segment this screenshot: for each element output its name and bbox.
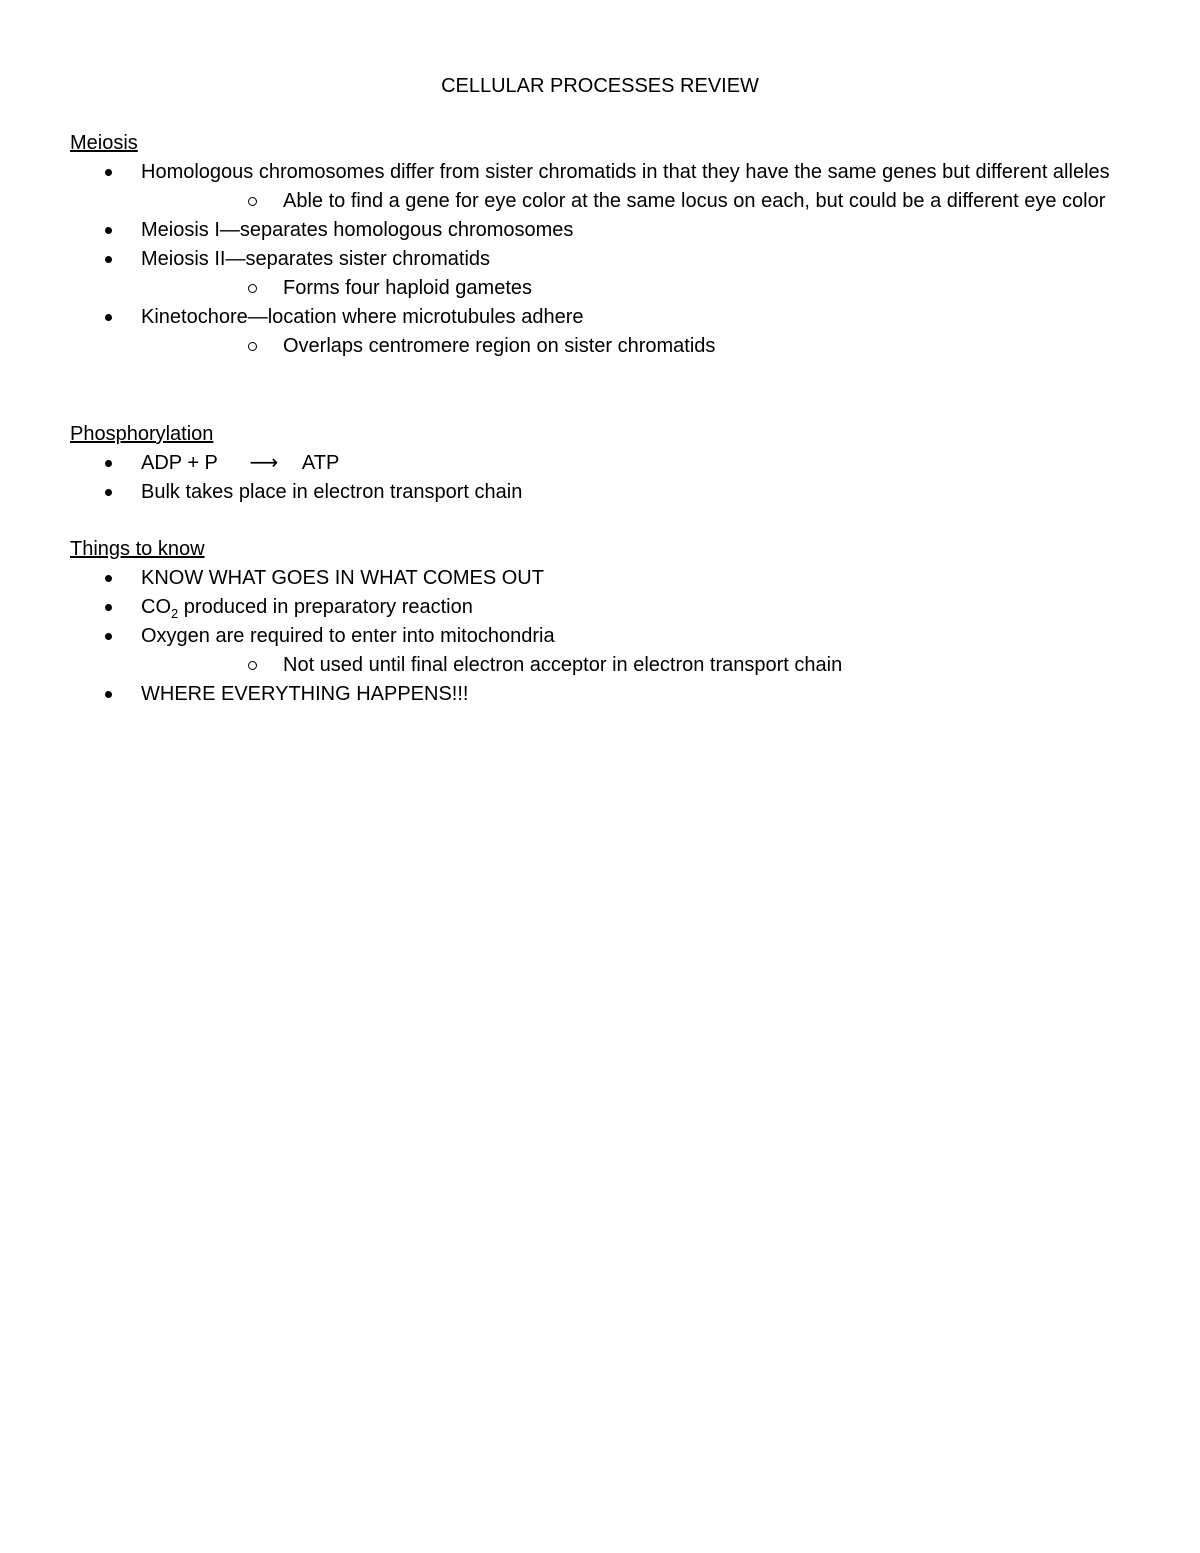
list-item-text: Oxygen are required to enter into mitochondria xyxy=(141,625,555,647)
circle-bullet-icon xyxy=(248,197,257,206)
bullet-icon xyxy=(105,691,112,698)
section-heading-phosphorylation: Phosphorylation xyxy=(70,423,214,445)
phosphorylation-list xyxy=(70,449,1160,507)
list-item xyxy=(70,680,1160,709)
list-item xyxy=(70,478,1160,507)
list-item xyxy=(70,564,1160,593)
equation-left: ADP + P xyxy=(141,452,218,474)
sub-list-item-text: Forms four haploid gametes xyxy=(283,277,533,299)
sub-list-item-text: Able to find a gene for eye color at the same locus on each, but could be a different eye color xyxy=(283,190,1106,212)
bullet-icon xyxy=(105,633,112,640)
list-item-text: Bulk takes place in electron transport chain xyxy=(141,481,523,503)
arrow-right-icon: ⟶ xyxy=(249,452,279,474)
bullet-icon xyxy=(105,575,112,582)
list-item-text: Meiosis I—separates homologous chromosomes xyxy=(141,219,574,241)
section-heading-things-to-know: Things to know xyxy=(70,538,205,560)
equation-right: ATP xyxy=(301,452,340,474)
bullet-icon xyxy=(105,460,112,467)
list-item-text: WHERE EVERYTHING HAPPENS!!! xyxy=(141,683,469,705)
list-item xyxy=(70,593,1160,622)
bullet-icon xyxy=(105,489,112,496)
sub-list-item-text: Not used until final electron acceptor in electron transport chain xyxy=(283,654,843,676)
section-heading-meiosis: Meiosis xyxy=(70,132,138,154)
bullet-icon xyxy=(105,227,112,234)
list-item-text: Kinetochore—location where microtubules adhere xyxy=(141,306,584,328)
sub-list xyxy=(141,332,1160,361)
document-title: CELLULAR PROCESSES REVIEW xyxy=(441,75,759,97)
list-item-text xyxy=(141,596,473,621)
list-item xyxy=(70,449,1160,478)
circle-bullet-icon xyxy=(248,661,257,670)
circle-bullet-icon xyxy=(248,342,257,351)
sub-list-item xyxy=(141,332,1160,361)
bullet-icon xyxy=(105,604,112,611)
bullet-icon xyxy=(105,256,112,263)
things-list xyxy=(70,564,1160,709)
section-things-to-know xyxy=(70,535,1160,709)
sub-list xyxy=(141,274,1160,303)
section-phosphorylation xyxy=(70,420,1160,507)
list-item xyxy=(70,245,1160,303)
co2-text: produced in preparatory reaction xyxy=(178,596,473,618)
sub-list-item-text: Overlaps centromere region on sister chromatids xyxy=(283,335,716,357)
sub-list xyxy=(141,187,1160,216)
list-item xyxy=(70,622,1160,680)
bullet-icon xyxy=(105,314,112,321)
section-meiosis xyxy=(70,129,1160,361)
list-item-text: Homologous chromosomes differ from sister chromatids in that they have the same genes but different alleles xyxy=(141,161,1110,183)
sub-list xyxy=(141,651,1160,680)
list-item xyxy=(70,303,1160,361)
list-item xyxy=(70,216,1160,245)
sub-list-item xyxy=(141,651,1160,680)
meiosis-list xyxy=(70,158,1160,361)
list-item-text: KNOW WHAT GOES IN WHAT COMES OUT xyxy=(141,567,544,589)
list-item xyxy=(70,158,1160,216)
sub-list-item xyxy=(141,187,1160,216)
co2-formula: CO xyxy=(141,596,171,618)
co2-subscript: 2 xyxy=(171,606,179,621)
sub-list-item xyxy=(141,274,1160,303)
list-item-text: Meiosis II—separates sister chromatids xyxy=(141,248,491,270)
circle-bullet-icon xyxy=(248,284,257,293)
bullet-icon xyxy=(105,169,112,176)
